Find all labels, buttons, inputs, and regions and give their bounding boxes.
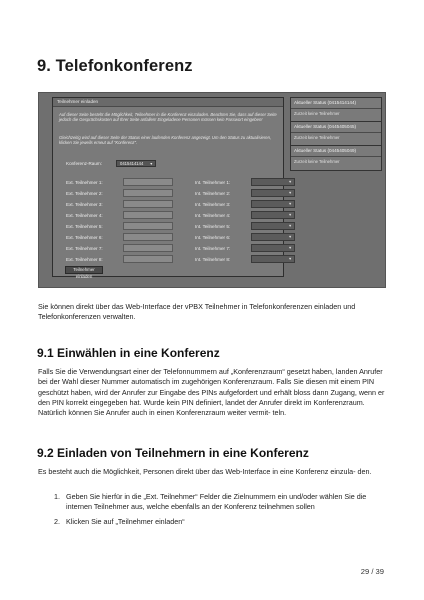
room-select[interactable] <box>116 160 156 167</box>
ext-participant-label: Ext. Teilnehmer 6: <box>66 235 103 240</box>
status-box <box>290 121 382 147</box>
participant-row <box>53 211 292 221</box>
int-participant-select[interactable] <box>251 189 295 197</box>
room-label: Konferenz-Raum: <box>66 161 103 166</box>
room-value: 0415414144 <box>120 161 144 166</box>
status-box <box>290 97 382 123</box>
int-participant-label: Int. Teilnehmer 5: <box>195 224 231 229</box>
chevron-down-icon: ▼ <box>288 213 292 217</box>
page-number: 29 / 39 <box>360 567 384 576</box>
panel-description-1: Auf dieser Seite besteht die Möglichkeit, Teilnehmer in die Konferenz einzuladen. Beachten Sie, dass auf dieser Seite jedoch die Gesprächskosten auf Ihrer Seite anfallen! Eingeladene Personen müssen kein Passwort eingeben! <box>59 112 277 123</box>
invite-panel <box>52 97 292 279</box>
participant-row <box>53 178 292 188</box>
int-participant-select[interactable] <box>251 200 295 208</box>
ext-participant-input[interactable] <box>123 211 173 219</box>
list-item-text: Klicken Sie auf „Teilnehmer einladen“ <box>66 517 185 526</box>
ext-participant-label: Ext. Teilnehmer 1: <box>66 180 103 185</box>
int-participant-label: Int. Teilnehmer 6: <box>195 235 231 240</box>
panel-description-2: Gleichzeitig wird auf dieser Seite der Status einer laufenden Konferenz angezeigt. Um den Status zu aktualisieren, klicken Sie jeweils erneut auf "Konferenz". <box>59 135 272 146</box>
int-participant-select[interactable] <box>251 255 295 263</box>
ext-participant-label: Ext. Teilnehmer 7: <box>66 246 103 251</box>
chevron-down-icon: ▼ <box>288 235 292 239</box>
section-9-1-text: Falls Sie die Verwendungsart einer der Telefonnummern auf „Konferenzraum“ gesetzt haben, landen Anrufer bei der Wahl dieser Nummer automatisch im zugehörigen Konferenzraum. Falls Sie diesen mit einem PIN geschützt haben, wird der Anrufer zur Eingabe des PINs aufgefordert und erhält bloss dann Zugang, wenn er den PIN korrekt eingegeben hat. Wurde kein PIN definiert, landet der Anrufer direkt im Konferenzraum. Natürlich können Sie Anrufer auch in einen Konferenzraum weiter vermit- teln. <box>38 367 385 418</box>
status-title: Aktueller Status (0445405045) <box>294 124 357 129</box>
status-title: Aktueller Status (0415414144) <box>294 100 357 105</box>
chevron-down-icon: ▼ <box>288 180 292 184</box>
status-box <box>290 145 382 171</box>
ext-participant-input[interactable] <box>123 189 173 197</box>
chevron-down-icon: ▼ <box>288 246 292 250</box>
ext-participant-input[interactable] <box>123 222 173 230</box>
ext-participant-label: Ext. Teilnehmer 2: <box>66 191 103 196</box>
panel-title: Teilnehmer einladen <box>57 99 99 104</box>
chevron-down-icon: ▼ <box>288 191 292 195</box>
ext-participant-label: Ext. Teilnehmer 3: <box>66 202 103 207</box>
panel-header <box>53 98 283 107</box>
int-participant-label: Int. Teilnehmer 7: <box>195 246 231 251</box>
int-participant-select[interactable] <box>251 222 295 230</box>
int-participant-select[interactable] <box>251 178 295 186</box>
ext-participant-label: Ext. Teilnehmer 4: <box>66 213 103 218</box>
ext-participant-input[interactable] <box>123 200 173 208</box>
participant-row <box>53 222 292 232</box>
divider <box>291 108 381 109</box>
status-value: Zurzeit keine Teilnehmer <box>294 135 340 140</box>
chevron-down-icon: ▼ <box>288 224 292 228</box>
participant-row <box>53 255 292 265</box>
int-participant-select[interactable] <box>251 233 295 241</box>
int-participant-label: Int. Teilnehmer 8: <box>195 257 231 262</box>
chevron-down-icon: ▼ <box>288 257 292 261</box>
int-participant-label: Int. Teilnehmer 2: <box>195 191 231 196</box>
status-title: Aktueller Status (0445405049) <box>294 148 357 153</box>
screenshot-figure <box>38 92 386 288</box>
divider <box>291 156 381 157</box>
list-item: 1. <box>54 492 60 501</box>
ext-participant-label: Ext. Teilnehmer 8: <box>66 257 103 262</box>
participant-row <box>53 189 292 199</box>
ext-participant-label: Ext. Teilnehmer 5: <box>66 224 103 229</box>
chevron-down-icon: ▼ <box>288 202 292 206</box>
intro-paragraph: Sie können direkt über das Web-Interface der vPBX Teilnehmer in Telefonkonferenzen einladen und Telefonkonferenzen verwalten. <box>38 302 356 322</box>
section-9-2-text: Es besteht auch die Möglichkeit, Personen direkt über das Web-Interface in eine Konferenz einzula- den. <box>38 467 372 476</box>
section-9-2-title: 9.2 Einladen von Teilnehmern in eine Konferenz <box>37 446 309 460</box>
int-participant-select[interactable] <box>251 211 295 219</box>
status-value: Zurzeit keine Teilnehmer <box>294 159 340 164</box>
participant-row <box>53 244 292 254</box>
section-9-1-title: 9.1 Einwählen in eine Konferenz <box>37 346 220 360</box>
ext-participant-input[interactable] <box>123 255 173 263</box>
ext-participant-input[interactable] <box>123 244 173 252</box>
int-participant-label: Int. Teilnehmer 3: <box>195 202 231 207</box>
divider <box>291 132 381 133</box>
chapter-title: 9. Telefonkonferenz <box>37 57 193 75</box>
ext-participant-input[interactable] <box>123 178 173 186</box>
int-participant-label: Int. Teilnehmer 4: <box>195 213 231 218</box>
invite-button[interactable]: Teilnehmer einladen <box>65 266 103 274</box>
ext-participant-input[interactable] <box>123 233 173 241</box>
participant-row <box>53 233 292 243</box>
participant-row <box>53 200 292 210</box>
list-item-text: Geben Sie hierfür in die „Ext. Teilnehmer“ Felder die Zielnummern ein und/oder wählen Sie die internen Teilnehmer aus, welche ebenfalls an der Konferenz teilnehmen sollen <box>66 492 367 512</box>
int-participant-select[interactable] <box>251 244 295 252</box>
int-participant-label: Int. Teilnehmer 1: <box>195 180 231 185</box>
list-item: 2. <box>54 517 60 526</box>
chevron-down-icon: ▼ <box>149 162 153 166</box>
status-value: Zurzeit keine Teilnehmer <box>294 111 340 116</box>
